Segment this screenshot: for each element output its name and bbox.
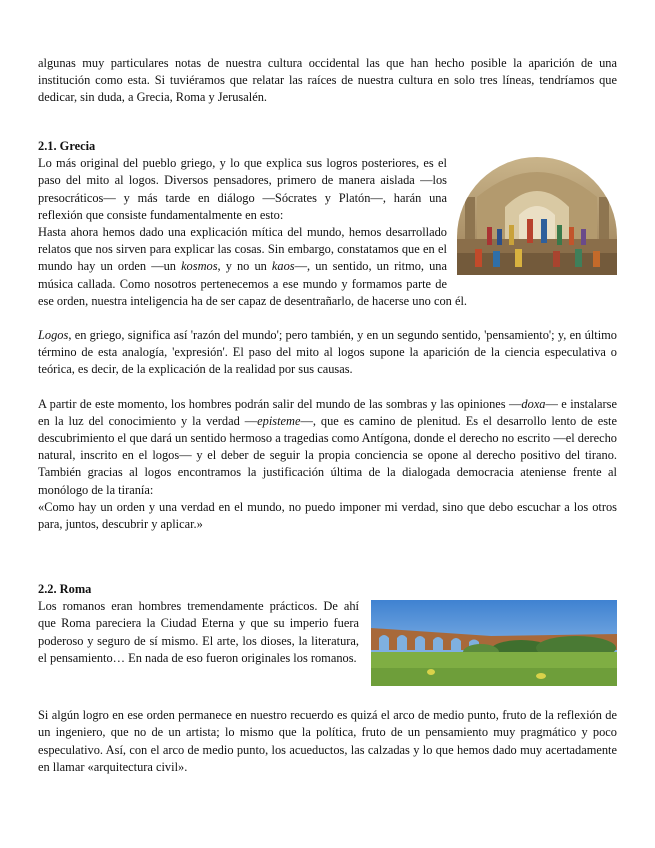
rome-paragraph-1: Los romanos eran hombres tremendamente prácticos. De ahí que Roma pareciera la Ciudad Eterna y que su imperio fuera poderoso y seguro de sí mismo. El arte, los dioses, la literatura, el pensamiento… En nada de eso fueron originales los romanos. (38, 599, 359, 665)
doxa-term: doxa (521, 396, 546, 411)
rome-heading: 2.2. Roma (38, 582, 92, 596)
episteme-term: episteme (257, 413, 301, 428)
greece-p2-part-a: Hasta ahora hemos dado una explicación mítica del mundo, hemos desarrollado relatos que nos sirven para explicar las cosas. Sin embargo, constatamos que en el mundo hay un orden —un (38, 225, 447, 274)
roman-aqueduct-image (371, 600, 617, 686)
greece-quote: «Como hay un orden y una verdad en el mundo, no puedo imponer mi verdad, sino que debo escuchar a los otros para, juntos, descubrir y aplicar.» (38, 499, 617, 532)
greece-heading: 2.1. Grecia (38, 139, 96, 153)
section-greece (38, 138, 617, 533)
intro-section (38, 55, 617, 107)
kosmos-term: kosmos (181, 259, 218, 274)
greece-paragraph-3 (38, 327, 617, 379)
greece-p3-rest: , en griego, significa así 'razón del mundo'; pero también, y en un segundo sentido, 'pensamiento'; y, en último término de esta analogía, 'expresión'. El paso del mito al logos supone la aparición de la ciencia especulativa o teórica, es decir, de la explicación de la realidad por sus causas. (38, 328, 617, 377)
rome-paragraph-2: Si algún logro en ese orden permanece en nuestro recuerdo es quizá el arco de medio punto, fruto de la reflexión de un ingeniero, que no de un artista; lo mismo que la política, fruto de un pensamiento muy pragmático y poco especulativo. Así, con el arco de medio punto, los acueductos, las calzadas y lo que hemos dado muy acertadamente en llamar «arquitectura civil». (38, 708, 617, 774)
logos-term: Logos (38, 328, 69, 343)
greece-paragraph-1: Lo más original del pueblo griego, y lo que explica sus logros posteriores, es el paso del mito al logos. Diversos pensadores, primero de manera aislada —los presocráticos— y más tarde en diálogo —Sócrates y Platón—, harán una reflexión que consiste fundamentalmente en esto: (38, 156, 447, 222)
greece-p2-part-c: —, un sentido, un ritmo, una música callada. Como nosotros pertenecemos a ese mundo y formamos parte de ese orden, nuestra inteligencia ha de ser capaz de desentrañarlo, de hacerse uno con él. (38, 259, 467, 308)
greece-p4-part-c: —, que es camino de plenitud. Es el desarrollo lento de este descubrimiento el que dará un sentido hermoso a tragedias como Antígona, donde el derecho no escrito —el derecho natural, inscrito en el logos— y el deber de seguir la propia conciencia se opone al derecho positivo del tirano. También gracias al logos encontramos la justificación última de la dialogada democracia ateniense frente al monólogo de la tiranía: (38, 413, 618, 497)
greece-paragraph-4 (38, 396, 617, 499)
intro-paragraph: algunas muy particulares notas de nuestra cultura occidental las que han hecho posible la aparición de una institución como esta. Si tuviéramos que relatar las raíces de nuestra cultura en solo tres líneas, tendríamos que dedicar, sin duda, a Grecia, Roma y Jerusalén. (38, 56, 617, 105)
section-rome (38, 581, 617, 776)
greece-p2-part-b: , y no un (217, 259, 272, 274)
kaos-term: kaos (271, 259, 295, 274)
greece-p4-part-a: A partir de este momento, los hombres podrán salir del mundo de las sombras y las opiniones — (38, 396, 522, 411)
greece-p4-part-b: — e instalarse en la luz del conocimiento y la verdad — (38, 396, 617, 428)
